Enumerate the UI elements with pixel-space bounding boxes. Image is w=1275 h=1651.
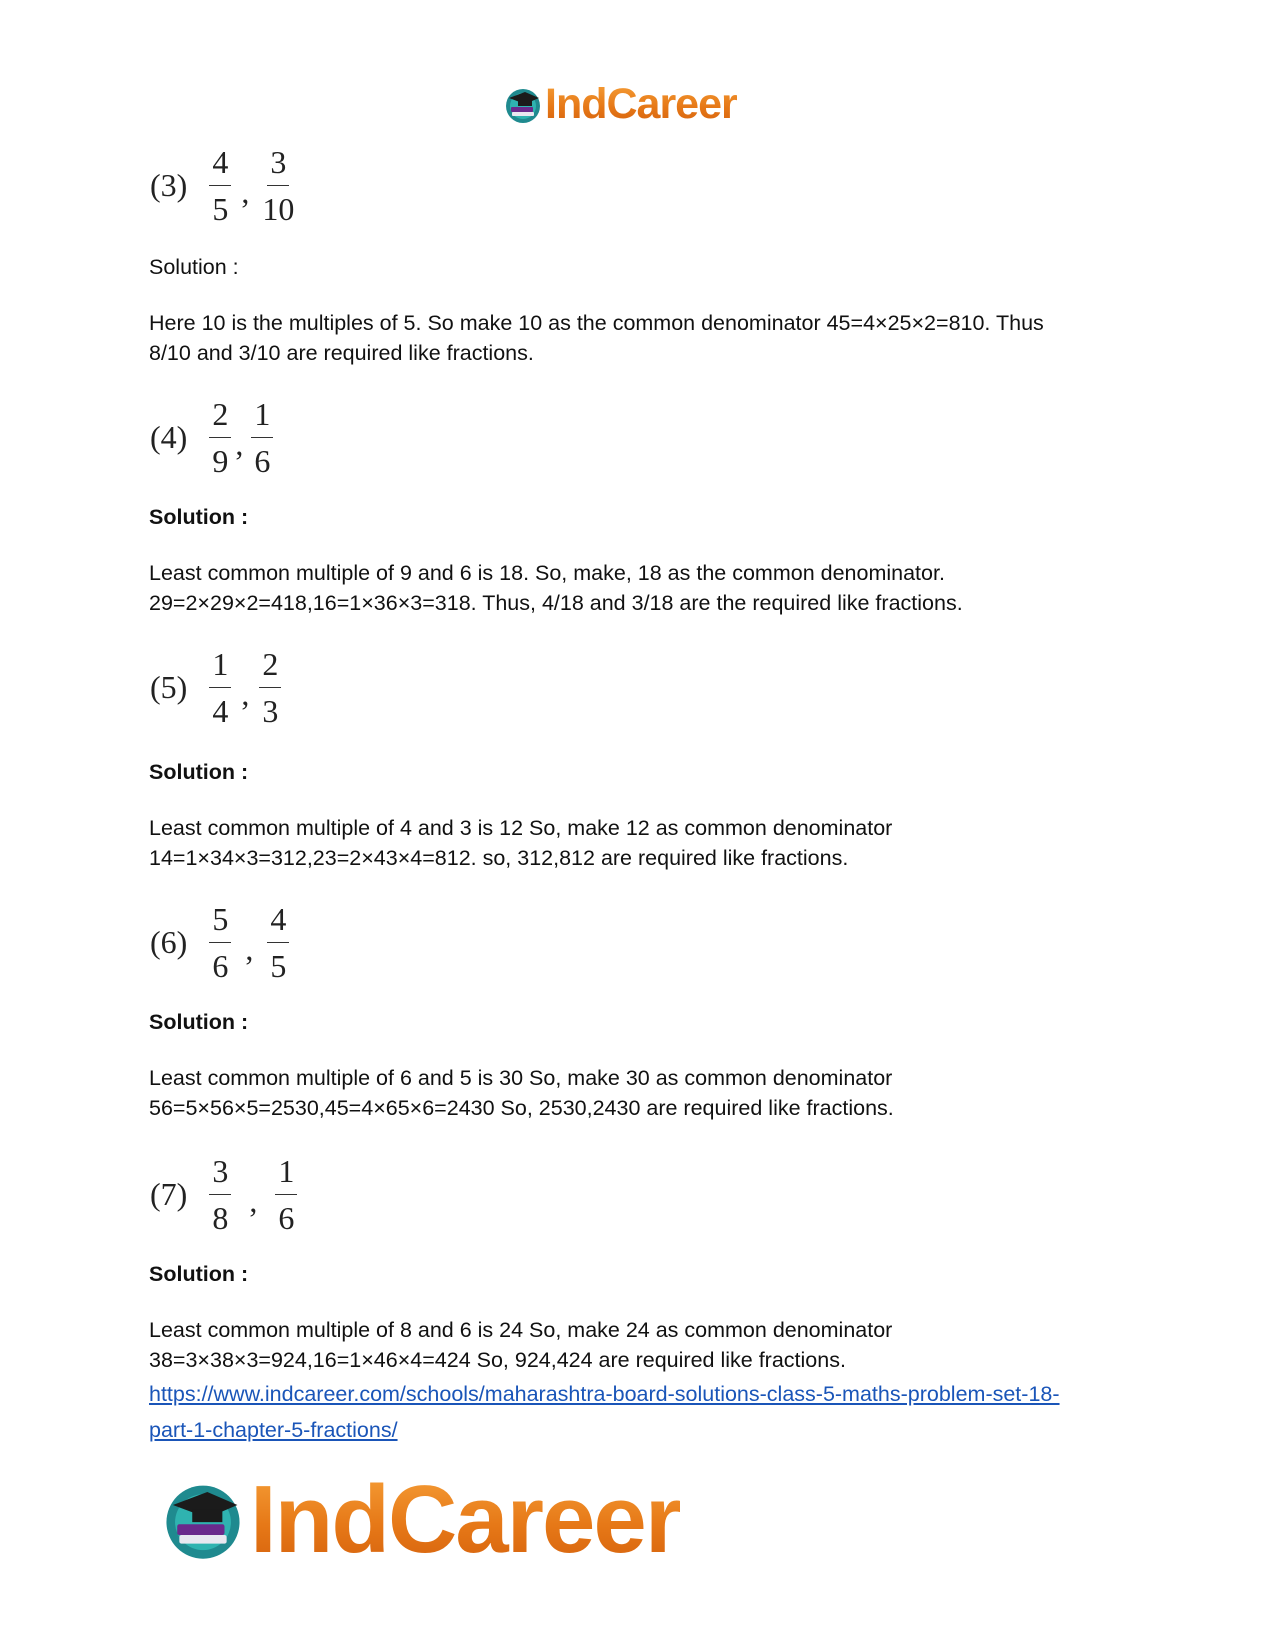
fraction — [259, 648, 281, 727]
numerator: 4 — [267, 903, 289, 943]
problem-number: (7) — [150, 1176, 188, 1212]
solution-line: 8/10 and 3/10 are required like fractions. — [149, 341, 534, 365]
problem-5 — [150, 648, 281, 727]
solution-line: Least common multiple of 9 and 6 is 18. So, make, 18 as the common denominator. — [149, 561, 945, 585]
denominator: 9 — [212, 443, 229, 479]
globe-cap-icon — [503, 85, 543, 125]
numerator: 5 — [209, 903, 231, 943]
solution-label: Solution : — [149, 505, 249, 529]
numerator: 1 — [275, 1155, 297, 1195]
solution-line: Here 10 is the multiples of 5. So make 10 as the common denominator 45=4×25×2=810. Thus — [149, 311, 1044, 335]
numerator: 4 — [209, 146, 231, 186]
solution-line: Least common multiple of 8 and 6 is 24 So, make 24 as common denominator — [149, 1318, 893, 1342]
fraction — [209, 648, 231, 727]
problem-number: (6) — [150, 924, 188, 960]
numerator: 1 — [251, 398, 273, 438]
solution-line: Least common multiple of 6 and 5 is 30 So, make 30 as common denominator — [149, 1066, 893, 1090]
source-link-line[interactable]: https://www.indcareer.com/schools/maharashtra-board-solutions-class-5-maths-problem-set-18- — [149, 1382, 1060, 1406]
comma: , — [241, 174, 250, 210]
denominator: 10 — [262, 191, 295, 227]
fraction — [267, 903, 289, 982]
solution-line: 14=1×34×3=312,23=2×43×4=812. so, 312,812 are required like fractions. — [149, 846, 849, 870]
comma: , — [245, 931, 254, 967]
solution-text — [149, 558, 1149, 618]
solution-text — [149, 308, 1149, 368]
solution-label: Solution : — [149, 1010, 249, 1034]
denominator: 6 — [212, 948, 229, 984]
numerator: 3 — [209, 1155, 231, 1195]
numerator: 3 — [267, 146, 289, 186]
problem-3 — [150, 146, 297, 225]
denominator: 4 — [212, 693, 229, 729]
fraction — [259, 146, 297, 225]
source-link-line[interactable]: part-1-chapter-5-fractions/ — [149, 1418, 398, 1442]
solution-line: Least common multiple of 4 and 3 is 12 So, make 12 as common denominator — [149, 816, 893, 840]
denominator: 5 — [270, 948, 287, 984]
comma: , — [241, 676, 250, 712]
problem-6 — [150, 903, 289, 982]
source-link[interactable] — [149, 1376, 1149, 1448]
problem-number: (4) — [150, 419, 188, 455]
denominator: 6 — [278, 1200, 295, 1236]
globe-cap-icon — [160, 1477, 246, 1563]
problem-7 — [150, 1155, 297, 1234]
problem-number: (5) — [150, 669, 188, 705]
numerator: 2 — [259, 648, 281, 688]
solution-text — [149, 813, 1149, 873]
denominator: 8 — [212, 1200, 229, 1236]
solution-label: Solution : — [149, 255, 239, 279]
footer-logo — [160, 1465, 680, 1575]
solution-label: Solution : — [149, 760, 249, 784]
comma: , — [235, 426, 244, 462]
denominator: 6 — [254, 443, 271, 479]
header-logo — [503, 80, 737, 129]
comma: , — [249, 1183, 258, 1219]
problem-number: (3) — [150, 167, 188, 203]
denominator: 3 — [262, 693, 279, 729]
solution-line: 38=3×38×3=924,16=1×46×4=424 So, 924,424 are required like fractions. — [149, 1348, 846, 1372]
numerator: 1 — [209, 648, 231, 688]
fraction — [251, 398, 273, 477]
solution-text — [149, 1063, 1149, 1123]
footer-logo-text: IndCareer — [250, 1466, 681, 1573]
solution-label: Solution : — [149, 1262, 249, 1286]
fraction — [209, 398, 231, 477]
fraction — [209, 903, 231, 982]
numerator: 2 — [209, 398, 231, 438]
fraction — [209, 146, 231, 225]
solution-line: 29=2×29×2=418,16=1×36×3=318. Thus, 4/18 and 3/18 are the required like fractions. — [149, 591, 963, 615]
denominator: 5 — [212, 191, 229, 227]
solution-text — [149, 1315, 1149, 1375]
header-logo-text: IndCareer — [545, 80, 737, 128]
problem-4 — [150, 398, 273, 477]
fraction — [209, 1155, 231, 1234]
solution-line: 56=5×56×5=2530,45=4×65×6=2430 So, 2530,2430 are required like fractions. — [149, 1096, 894, 1120]
fraction — [275, 1155, 297, 1234]
